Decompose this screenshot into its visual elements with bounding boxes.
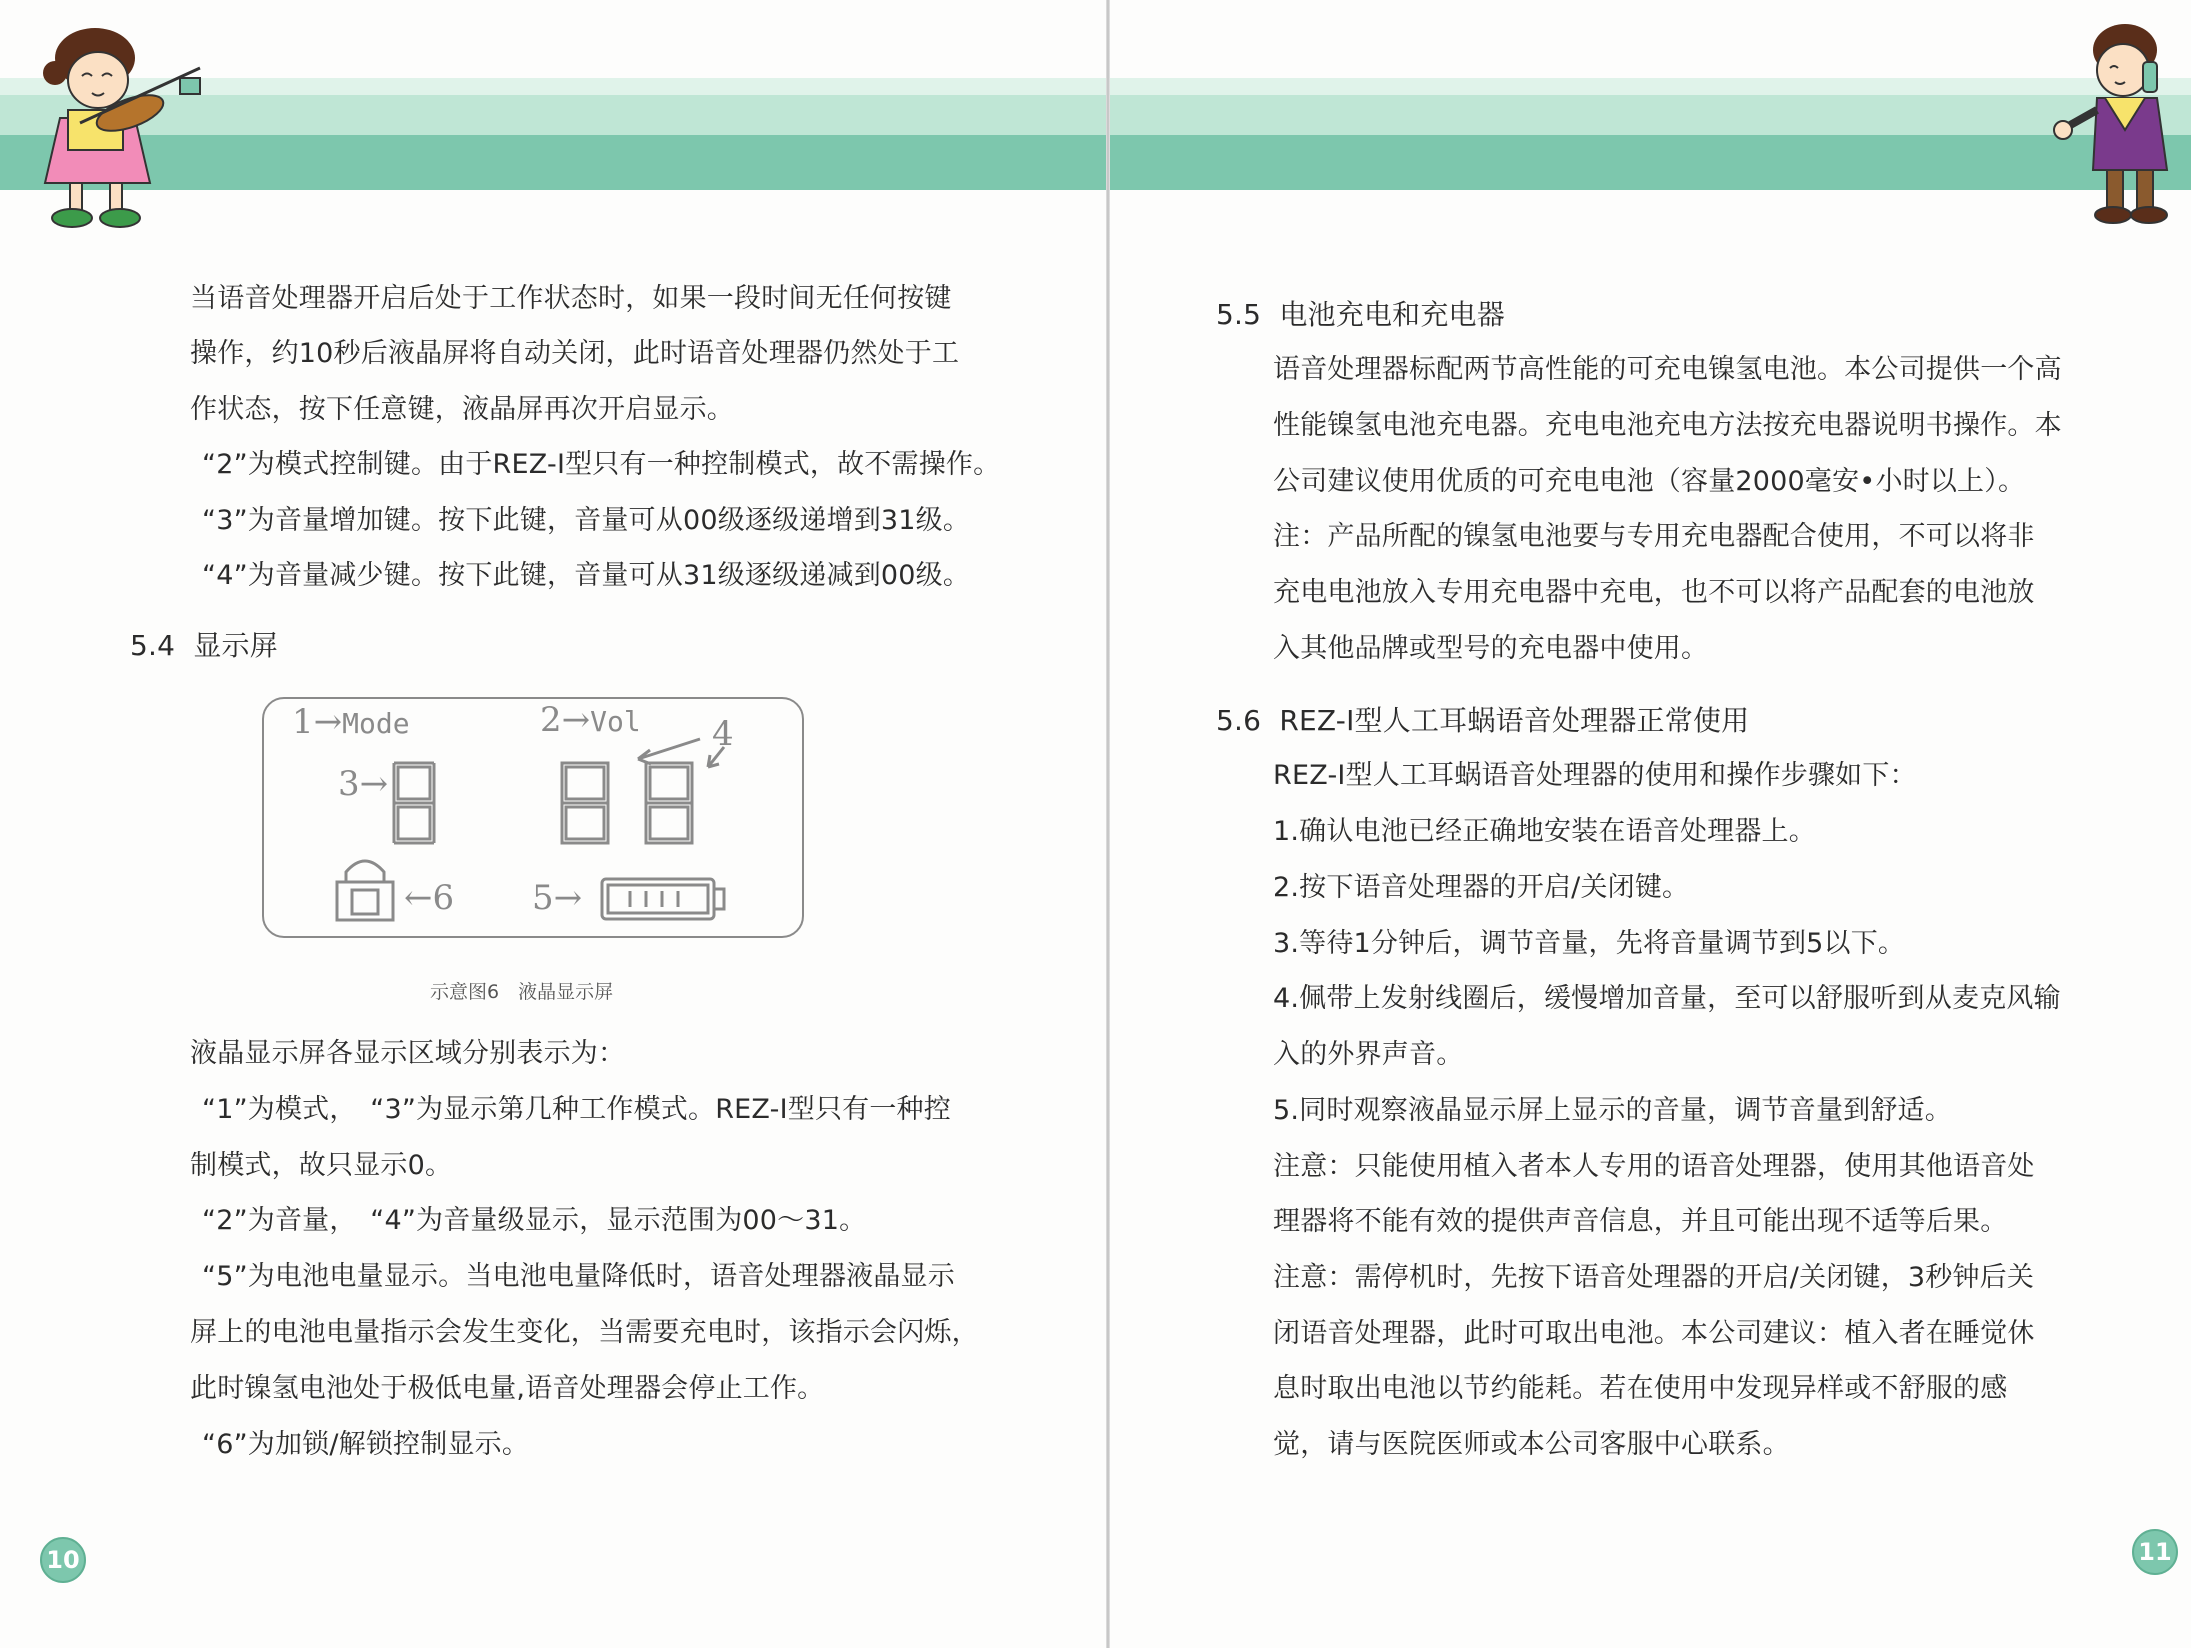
lcd-vol-text: Vol	[590, 705, 641, 738]
lcd-desc-line-4: “2”为音量， “4”为音量级显示，显示范围为00～31。	[202, 1205, 867, 1236]
s55-line-5: 充电电池放入专用充电器中充电，也不可以将产品配套的电池放	[1273, 577, 2035, 608]
violin-girl-illustration	[20, 18, 210, 233]
s55-line-3: 公司建议使用优质的可充电电池（容量2000毫安•小时以上）。	[1273, 466, 2026, 497]
s55-line-6: 入其他品牌或型号的充电器中使用。	[1273, 633, 1709, 664]
figure-caption: 示意图6 液晶显示屏	[430, 981, 614, 1003]
section-number: 5.6	[1216, 704, 1262, 737]
right-page	[1110, 0, 2191, 1648]
lcd-digit-mode	[394, 763, 434, 843]
lcd-desc-line-3: 制模式，故只显示0。	[190, 1150, 453, 1181]
header-band-dark	[1110, 135, 2191, 190]
lcd-desc-line-1: 液晶显示屏各显示区域分别表示为：	[190, 1038, 626, 1069]
page-number-right: 11	[2132, 1529, 2178, 1575]
s56-line-1: REZ-Ⅰ型人工耳蜗语音处理器的使用和操作步骤如下：	[1273, 760, 1917, 791]
lcd-label-4: 4	[712, 714, 734, 754]
header-band-light	[1110, 95, 2191, 135]
lcd-arrow-4-down	[708, 747, 724, 767]
section-number: 5.4	[130, 629, 176, 662]
s55-line-2: 性能镍氢电池充电器。充电电池充电方法按充电器说明书操作。本	[1273, 410, 2062, 441]
intro-line-1: 当语音处理器开启后处于工作状态时，如果一段时间无任何按键	[190, 283, 952, 314]
s56-line-4: 3.等待1分钟后，调节音量，先将音量调节到5以下。	[1273, 928, 1906, 959]
lcd-desc-line-7: 此时镍氢电池处于极低电量,语音处理器会停止工作。	[190, 1373, 825, 1404]
page-number-left: 10	[40, 1537, 86, 1583]
lcd-label-3: 3→	[338, 764, 389, 804]
lcd-desc-line-6: 屏上的电池电量指示会发生变化，当需要充电时，该指示会闪烁，	[190, 1317, 979, 1348]
lcd-label-5: 5→	[532, 878, 583, 918]
lcd-arrow-4-left	[638, 739, 700, 764]
intro-line-3: 作状态，按下任意键，液晶屏再次开启显示。	[190, 394, 734, 425]
lcd-desc-line-8: “6”为加锁/解锁控制显示。	[202, 1429, 530, 1460]
phone-boy-illustration	[2045, 10, 2185, 235]
key-2-description: “2”为模式控制键。由于REZ-Ⅰ型只有一种控制模式，故不需操作。	[202, 449, 1001, 480]
s55-line-4: 注：产品所配的镍氢电池要与专用充电器配合使用，不可以将非	[1273, 521, 2035, 552]
lcd-label-2: 2→Vol	[540, 700, 641, 740]
section-5-5-heading	[1216, 298, 1505, 332]
s56-line-8: 注意：只能使用植入者本人专用的语音处理器，使用其他语音处	[1273, 1151, 2035, 1182]
s56-line-2: 1.确认电池已经正确地安装在语音处理器上。	[1273, 816, 1816, 847]
s56-line-5: 4.佩带上发射线圈后，缓慢增加音量，至可以舒服听到从麦克风输	[1273, 983, 2061, 1014]
padlock-icon	[337, 861, 393, 920]
lcd-desc-line-5: “5”为电池电量显示。当电池电量降低时，语音处理器液晶显示	[202, 1261, 955, 1292]
s56-line-9: 理器将不能有效的提供声音信息，并且可能出现不适等后果。	[1273, 1206, 2008, 1237]
key-4-description: “4”为音量减少键。按下此键，音量可从31级逐级递减到00级。	[202, 560, 971, 591]
s55-line-1: 语音处理器标配两节高性能的可充电镍氢电池。本公司提供一个高	[1273, 354, 2062, 385]
section-number: 5.5	[1216, 298, 1262, 331]
lcd-label-1: 1→Mode	[292, 702, 410, 742]
s56-line-7: 5.同时观察液晶显示屏上显示的音量，调节音量到舒适。	[1273, 1095, 1952, 1126]
section-5-6-heading	[1216, 704, 1749, 738]
lcd-digit-vol-1	[562, 763, 608, 843]
section-title: 电池充电和充电器	[1279, 298, 1505, 331]
lcd-digit-vol-2	[646, 763, 692, 843]
s56-line-3: 2.按下语音处理器的开启/关闭键。	[1273, 872, 1690, 903]
section-title: REZ-Ⅰ型人工耳蜗语音处理器正常使用	[1279, 704, 1750, 737]
lcd-desc-line-2: “1”为模式， “3”为显示第几种工作模式。REZ-Ⅰ型只有一种控	[202, 1094, 951, 1125]
header-band-pale	[1110, 78, 2191, 96]
lcd-digits-drawing	[262, 697, 802, 937]
section-title: 显示屏	[193, 629, 278, 662]
intro-line-2: 操作，约10秒后液晶屏将自动关闭，此时语音处理器仍然处于工	[190, 338, 960, 369]
s56-line-11: 闭语音处理器，此时可取出电池。本公司建议：植入者在睡觉休	[1273, 1318, 2035, 1349]
battery-icon	[602, 879, 724, 919]
key-3-description: “3”为音量增加键。按下此键，音量可从00级逐级递增到31级。	[202, 505, 971, 536]
section-5-4-heading	[130, 629, 278, 663]
s56-line-13: 觉，请与医院医师或本公司客服中心联系。	[1273, 1429, 1790, 1460]
s56-line-10: 注意：需停机时，先按下语音处理器的开启/关闭键，3秒钟后关	[1273, 1262, 2035, 1293]
s56-line-12: 息时取出电池以节约能耗。若在使用中发现异样或不舒服的感	[1273, 1373, 2008, 1404]
lcd-label-6: ←6	[404, 878, 455, 918]
lcd-mode-text: Mode	[342, 707, 410, 740]
s56-line-6: 入的外界声音。	[1273, 1039, 1464, 1070]
